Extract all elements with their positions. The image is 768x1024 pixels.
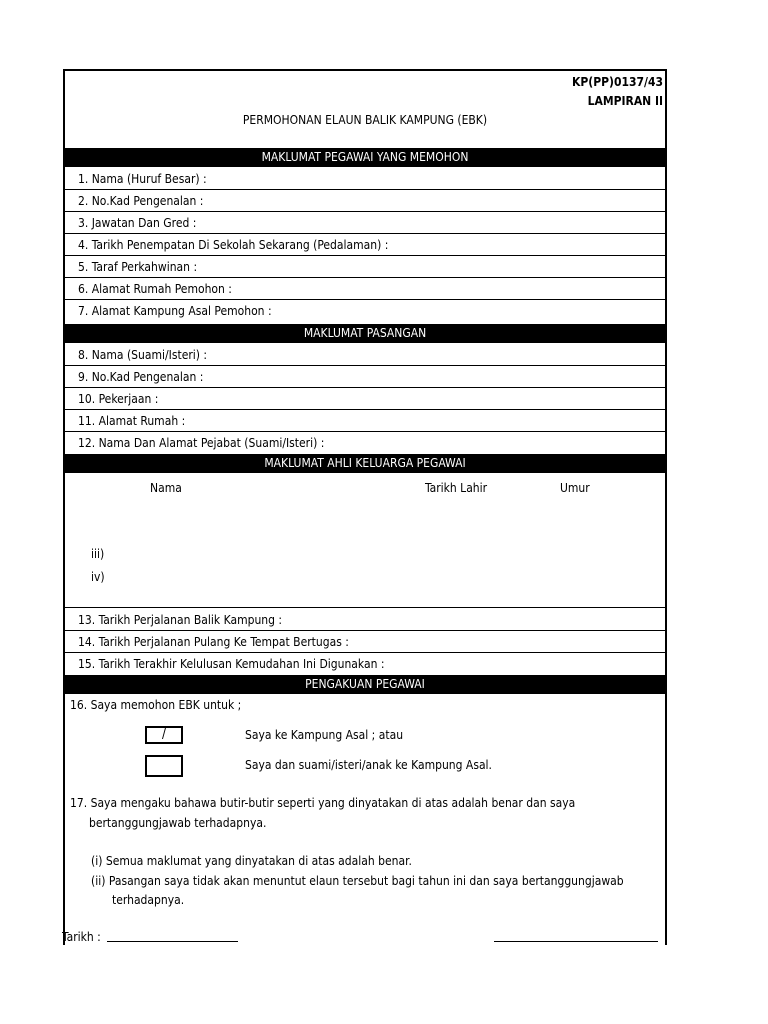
family-item-iv: iv) (91, 570, 105, 584)
field-label: 12. Nama Dan Alamat Pejabat (Suami/Isteri) : (78, 436, 325, 450)
field-label: 7. Alamat Kampung Asal Pemohon : (78, 304, 272, 318)
option1-label: Saya ke Kampung Asal ; atau (245, 728, 404, 742)
field-label: 1. Nama (Huruf Besar) : (78, 172, 207, 186)
option1-checkbox[interactable]: / (145, 726, 183, 744)
reference-code: KP(PP)0137/43 (572, 75, 663, 89)
field-row-travel-return[interactable] (65, 630, 665, 653)
field-row-last-approval[interactable] (65, 652, 665, 674)
field-label: 6. Alamat Rumah Pemohon : (78, 282, 232, 296)
field-row-marital-status[interactable] (65, 255, 665, 278)
field-row-ic[interactable] (65, 189, 665, 212)
field-row-position[interactable] (65, 211, 665, 234)
section-spouse-header: MAKLUMAT PASANGAN (65, 324, 665, 343)
declaration-point-ii-line2: terhadapnya. (112, 893, 185, 907)
date-input-line[interactable] (107, 941, 238, 942)
family-col-name: Nama (150, 481, 182, 495)
question-17-line1: 17. Saya mengaku bahawa butir-butir seperti yang dinyatakan di atas adalah benar dan saya (70, 796, 576, 810)
field-label: 14. Tarikh Perjalanan Pulang Ke Tempat Bertugas : (78, 635, 349, 649)
field-row-name[interactable] (65, 167, 665, 190)
question-17-line2: bertanggungjawab terhadapnya. (89, 816, 267, 830)
field-row-travel-home[interactable] (65, 608, 665, 631)
field-row-spouse-address[interactable] (65, 409, 665, 432)
family-col-age: Umur (560, 481, 590, 495)
field-row-spouse-office[interactable] (65, 431, 665, 453)
field-row-spouse-name[interactable] (65, 343, 665, 366)
field-label: 2. No.Kad Pengenalan : (78, 194, 204, 208)
question-16: 16. Saya memohon EBK untuk ; (70, 698, 242, 712)
field-row-hometown-address[interactable] (65, 299, 665, 321)
section-officer-header: MAKLUMAT PEGAWAI YANG MEMOHON (65, 148, 665, 167)
option2-checkbox[interactable] (145, 755, 183, 777)
signature-line[interactable] (494, 941, 658, 942)
field-row-placement-date[interactable] (65, 233, 665, 256)
field-label: 8. Nama (Suami/Isteri) : (78, 348, 208, 362)
application-form (63, 69, 667, 945)
field-label: 15. Tarikh Terakhir Kelulusan Kemudahan Ini Digunakan : (78, 657, 385, 671)
form-title: PERMOHONAN ELAUN BALIK KAMPUNG (EBK) (242, 113, 488, 127)
option2-label: Saya dan suami/isteri/anak ke Kampung Asal. (245, 758, 492, 772)
declaration-point-i: (i) Semua maklumat yang dinyatakan di atas adalah benar. (91, 854, 412, 868)
family-item-iii: iii) (91, 547, 105, 561)
field-label: 11. Alamat Rumah : (78, 414, 186, 428)
field-label: 4. Tarikh Penempatan Di Sekolah Sekarang (Pedalaman) : (78, 238, 389, 252)
family-col-dob: Tarikh Lahir (425, 481, 488, 495)
appendix-label: LAMPIRAN II (587, 94, 663, 108)
field-label: 10. Pekerjaan : (78, 392, 159, 406)
date-label: Tarikh : (62, 930, 101, 944)
field-label: 3. Jawatan Dan Gred : (78, 216, 197, 230)
field-label: 9. No.Kad Pengenalan : (78, 370, 204, 384)
field-label: 13. Tarikh Perjalanan Balik Kampung : (78, 613, 283, 627)
section-declaration-header: PENGAKUAN PEGAWAI (65, 675, 665, 694)
field-row-spouse-ic[interactable] (65, 365, 665, 388)
field-row-spouse-occupation[interactable] (65, 387, 665, 410)
field-row-home-address[interactable] (65, 277, 665, 300)
declaration-point-ii-line1: (ii) Pasangan saya tidak akan menuntut elaun tersebut bagi tahun ini dan saya bertanggungjawab (91, 874, 624, 888)
section-family-header: MAKLUMAT AHLI KELUARGA PEGAWAI (65, 454, 665, 473)
field-label: 5. Taraf Perkahwinan : (78, 260, 198, 274)
